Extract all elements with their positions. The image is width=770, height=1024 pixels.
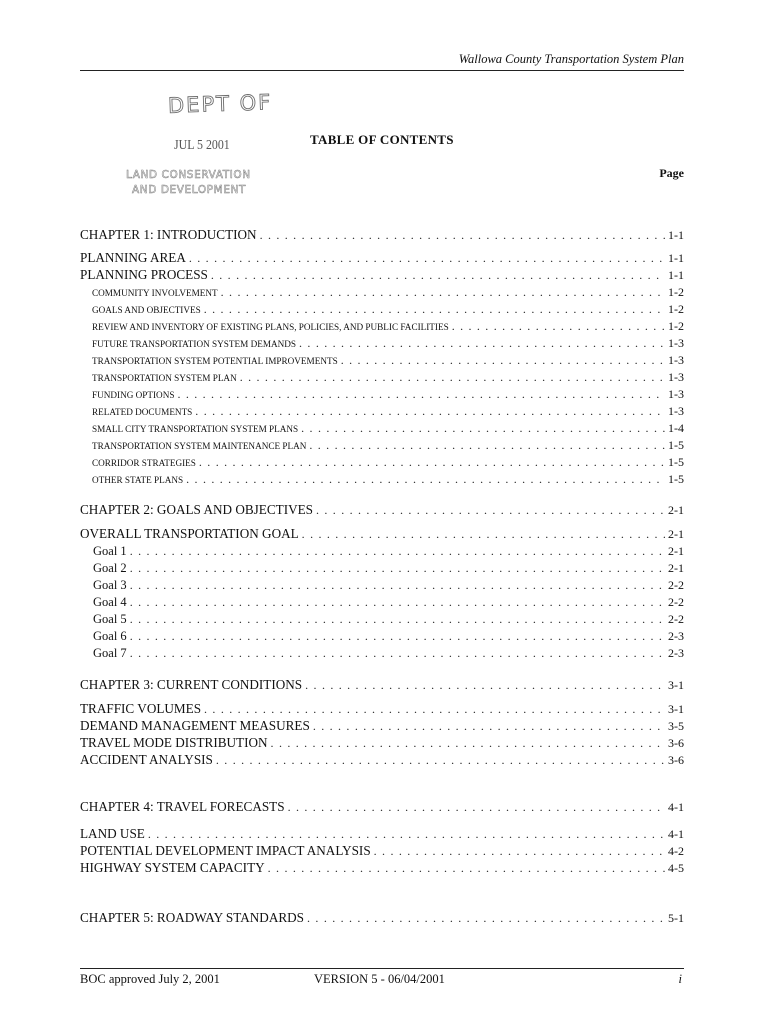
- dot-leader: [130, 645, 665, 661]
- toc-entry-title: CHAPTER 2: GOALS AND OBJECTIVES: [80, 502, 313, 517]
- toc-subsection[interactable]: [80, 301, 684, 318]
- toc-entry-page: 1-5: [668, 472, 684, 486]
- toc-entry-title: PLANNING AREA: [80, 250, 186, 265]
- dot-leader: [204, 301, 665, 317]
- header-rule: [80, 70, 684, 71]
- dot-leader: [189, 250, 665, 266]
- toc-entry-title: Goal 7: [93, 646, 127, 660]
- toc-subsection[interactable]: [80, 284, 684, 301]
- toc-entry-page: 2-2: [668, 595, 684, 609]
- dot-leader: [299, 335, 665, 351]
- toc-subsection[interactable]: [80, 471, 684, 488]
- dot-leader: [302, 526, 665, 542]
- toc-entry-title: FUNDING OPTIONS: [92, 390, 175, 400]
- toc-goal[interactable]: [80, 560, 684, 576]
- toc-entry-title: PLANNING PROCESS: [80, 267, 208, 282]
- toc-entry-page: 4-1: [668, 800, 684, 814]
- toc-subsection[interactable]: [80, 369, 684, 386]
- toc-entry-page: 1-3: [668, 353, 684, 367]
- toc-entry-title: Goal 5: [93, 612, 127, 626]
- toc-entry-title: TRANSPORTATION SYSTEM PLAN: [92, 373, 237, 383]
- toc-goal[interactable]: [80, 628, 684, 644]
- toc-entry-title: CHAPTER 3: CURRENT CONDITIONS: [80, 677, 303, 692]
- dot-leader: [199, 454, 665, 470]
- dot-leader: [260, 227, 665, 243]
- toc-entry-title: REVIEW AND INVENTORY OF EXISTING PLANS, POLICIES, AND PUBLIC FACILITIES: [92, 322, 449, 332]
- footer-page-number: i: [678, 972, 682, 986]
- toc-entry-page: 1-3: [668, 404, 684, 418]
- dot-leader: [240, 369, 665, 385]
- toc-entry-page: 1-2: [668, 285, 684, 299]
- toc-entry-page: 1-2: [668, 302, 684, 316]
- toc-entry-page: 2-1: [668, 527, 684, 541]
- toc-entry-page: 4-1: [668, 827, 684, 841]
- toc-entry-page: 2-2: [668, 578, 684, 592]
- toc-entry-title: TRANSPORTATION SYSTEM MAINTENANCE PLAN: [92, 441, 307, 451]
- toc-section-planning-area[interactable]: [80, 250, 684, 266]
- toc-entry-title: GOALS AND OBJECTIVES: [92, 305, 201, 315]
- toc-entry-title: DEMAND MANAGEMENT MEASURES: [80, 718, 310, 733]
- toc-entry-page: 1-3: [668, 370, 684, 384]
- toc-entry-page: 3-5: [668, 719, 684, 733]
- stamp-line-development: AND DEVELOPMENT: [132, 184, 247, 196]
- toc-entry-page: 4-2: [668, 844, 684, 858]
- toc-section-development-impact[interactable]: [80, 843, 684, 859]
- dot-leader: [305, 677, 665, 693]
- toc-entry-title: HIGHWAY SYSTEM CAPACITY: [80, 860, 265, 875]
- toc-section-accident-analysis[interactable]: [80, 752, 684, 768]
- footer-approval: BOC approved July 2, 2001: [80, 972, 220, 986]
- toc-entry-page: 2-3: [668, 629, 684, 643]
- dot-leader: [186, 471, 665, 487]
- stamp-line-department: LAND CONSERVATION: [126, 169, 251, 181]
- toc-chapter-4[interactable]: [80, 799, 684, 815]
- toc-goal[interactable]: [80, 543, 684, 559]
- toc-entry-page: 2-3: [668, 646, 684, 660]
- toc-entry-page: 2-1: [668, 561, 684, 575]
- dot-leader: [268, 860, 665, 876]
- toc-entry-title: SMALL CITY TRANSPORTATION SYSTEM PLANS: [92, 424, 299, 434]
- toc-chapter-2[interactable]: [80, 502, 684, 518]
- toc-section-planning-process[interactable]: [80, 267, 684, 283]
- toc-entry-page: 3-6: [668, 753, 684, 767]
- toc-section-overall-goal[interactable]: [80, 526, 684, 542]
- toc-entry-page: 1-4: [668, 421, 684, 435]
- dot-leader: [316, 502, 665, 518]
- toc-section-travel-mode[interactable]: [80, 735, 684, 751]
- toc-subsection[interactable]: [80, 420, 684, 437]
- toc-entry-page: 1-3: [668, 387, 684, 401]
- toc-entry-title: RELATED DOCUMENTS: [92, 407, 193, 417]
- dot-leader: [130, 611, 665, 627]
- toc-entry-page: 1-3: [668, 336, 684, 350]
- toc-title: TABLE OF CONTENTS: [310, 132, 454, 147]
- toc-entry-title: Goal 6: [93, 629, 127, 643]
- dot-leader: [211, 267, 665, 283]
- footer-rule: [80, 968, 684, 969]
- dot-leader: [271, 735, 665, 751]
- dot-leader: [130, 594, 665, 610]
- toc-entry-page: 4-5: [668, 861, 684, 875]
- dot-leader: [221, 284, 665, 300]
- toc-entry-page: 1-1: [668, 228, 684, 242]
- toc-entry-title: ACCIDENT ANALYSIS: [80, 752, 213, 767]
- dot-leader: [177, 386, 665, 402]
- stamp-line-date: JUL 5 2001: [174, 138, 230, 153]
- footer-version: VERSION 5 - 06/04/2001: [314, 972, 445, 986]
- toc-goal[interactable]: [80, 611, 684, 627]
- toc-entry-title: TRANSPORTATION SYSTEM POTENTIAL IMPROVEMENTS: [92, 356, 338, 366]
- dot-leader: [195, 403, 665, 419]
- dot-leader: [301, 420, 665, 436]
- toc-entry-page: 1-1: [668, 268, 684, 282]
- toc-entry-title: LAND USE: [80, 826, 145, 841]
- dot-leader: [452, 318, 665, 334]
- stamp-line-dept: DEPT OF: [167, 90, 273, 118]
- dot-leader: [374, 843, 665, 859]
- dot-leader: [130, 577, 665, 593]
- toc-entry-page: 1-2: [668, 319, 684, 333]
- received-stamp: [118, 92, 303, 202]
- running-header-title: Wallowa County Transportation System Plan: [458, 52, 684, 66]
- toc-entry-page: 1-1: [668, 251, 684, 265]
- toc-entry-page: 5-1: [668, 911, 684, 925]
- dot-leader: [307, 910, 665, 926]
- toc-subsection[interactable]: [80, 437, 684, 454]
- toc-entry-title: CHAPTER 4: TRAVEL FORECASTS: [80, 799, 285, 814]
- toc-section-highway-capacity[interactable]: [80, 860, 684, 876]
- dot-leader: [341, 352, 665, 368]
- toc-goal[interactable]: [80, 577, 684, 593]
- toc-subsection[interactable]: [80, 454, 684, 471]
- toc-subsection[interactable]: [80, 403, 684, 420]
- toc-entry-page: 3-6: [668, 736, 684, 750]
- toc-entry-page: 1-5: [668, 438, 684, 452]
- page-column-label: Page: [659, 166, 684, 180]
- toc-entry-page: 2-1: [668, 503, 684, 517]
- toc-entry-title: TRAFFIC VOLUMES: [80, 701, 202, 716]
- toc-entry-page: 3-1: [668, 702, 684, 716]
- toc-section-land-use[interactable]: [80, 826, 684, 842]
- toc-subsection[interactable]: [80, 386, 684, 403]
- toc-chapter-1[interactable]: [80, 227, 684, 243]
- dot-leader: [148, 826, 665, 842]
- toc-entry-page: 1-5: [668, 455, 684, 469]
- toc-entry-title: COMMUNITY INVOLVEMENT: [92, 288, 218, 298]
- toc-subsection[interactable]: [80, 335, 684, 352]
- dot-leader: [309, 437, 665, 453]
- dot-leader: [313, 718, 665, 734]
- toc-entry-title: CHAPTER 5: ROADWAY STANDARDS: [80, 910, 305, 925]
- dot-leader: [288, 799, 665, 815]
- dot-leader: [130, 560, 665, 576]
- toc-entry-title: Goal 4: [93, 595, 127, 609]
- toc-section-demand-management[interactable]: [80, 718, 684, 734]
- toc-subsection[interactable]: [80, 318, 684, 335]
- toc-section-traffic-volumes[interactable]: [80, 701, 684, 717]
- toc-goal[interactable]: [80, 645, 684, 661]
- dot-leader: [130, 628, 665, 644]
- toc-chapter-3[interactable]: [80, 677, 684, 693]
- toc-entry-title: Goal 1: [93, 544, 127, 558]
- toc-entry-title: POTENTIAL DEVELOPMENT IMPACT ANALYSIS: [80, 843, 371, 858]
- toc-entry-title: CORRIDOR STRATEGIES: [92, 458, 196, 468]
- dot-leader: [204, 701, 665, 717]
- toc-entry-page: 3-1: [668, 678, 684, 692]
- dot-leader: [130, 543, 665, 559]
- toc-entry-page: 2-1: [668, 544, 684, 558]
- toc-entry-title: OTHER STATE PLANS: [92, 475, 184, 485]
- toc-entry-page: 2-2: [668, 612, 684, 626]
- toc-entry-title: OVERALL TRANSPORTATION GOAL: [80, 526, 299, 541]
- toc-chapter-5[interactable]: [80, 910, 684, 926]
- toc-entry-title: FUTURE TRANSPORTATION SYSTEM DEMANDS: [92, 339, 297, 349]
- toc-subsection[interactable]: [80, 352, 684, 369]
- toc-entry-title: Goal 3: [93, 578, 127, 592]
- toc-entry-title: CHAPTER 1: INTRODUCTION: [80, 227, 257, 242]
- toc-goal[interactable]: [80, 594, 684, 610]
- toc-entry-title: Goal 2: [93, 561, 127, 575]
- toc-entry-title: TRAVEL MODE DISTRIBUTION: [80, 735, 268, 750]
- dot-leader: [216, 752, 665, 768]
